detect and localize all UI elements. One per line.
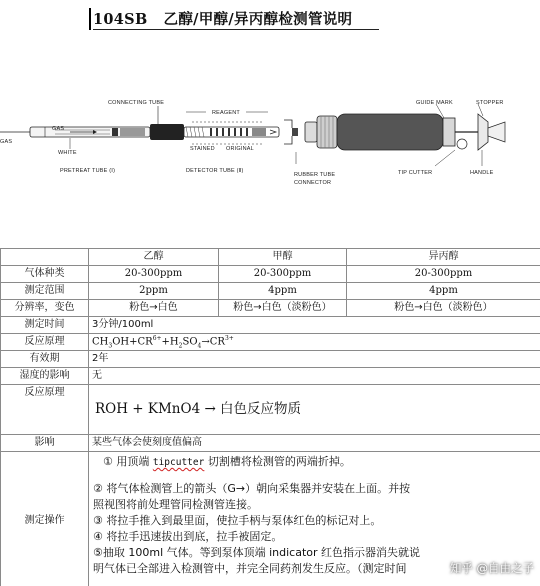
watermark: 知乎 @自由之子: [449, 561, 534, 575]
row-label-principle: 反应原理: [1, 334, 89, 351]
table-header-row: [1, 249, 540, 266]
cell-isopropanol-range: 20-300ppm: [347, 266, 540, 283]
table-row: [1, 300, 540, 317]
label-pretreat-tube: PRETREAT TUBE (Ⅰ): [60, 168, 116, 174]
label-detector-tube: DETECTOR TUBE (Ⅱ): [186, 168, 244, 174]
op-step-5: ⑤抽取 100ml 气体。等到泵体顶端 indicator 红色指示器消失就说: [93, 546, 421, 559]
label-connecting-tube: CONNECTING TUBE: [108, 100, 165, 106]
table-row: [1, 266, 540, 283]
title-text: 乙醇/甲醇/异丙醇检测管说明: [163, 11, 353, 28]
label-tip-cutter: TIP CUTTER: [398, 170, 433, 176]
row-label-effect: 影响: [1, 435, 89, 452]
gas-pump: [305, 104, 505, 166]
op-step-5-cont: 明气体已全部进入检测管中，并完全同药剂发生反应。（测定时间: [93, 562, 407, 575]
op-step-1: ① 用顶端 tipcutter 切割槽将检测管的两端折掉。: [103, 455, 351, 468]
row-label-time: 测定时间: [1, 317, 89, 334]
cell-ethanol-color: 粉色→白色: [89, 300, 219, 317]
table-row: [1, 283, 540, 300]
header-methanol: 甲醇: [219, 249, 347, 266]
row-label-resolution: 分辨率，变色: [1, 300, 89, 317]
label-connector: CONNECTOR: [294, 180, 332, 186]
table-row: [1, 435, 540, 452]
cell-methanol-color: 粉色→白色（淡粉色）: [219, 300, 347, 317]
label-stained: STAINED: [190, 146, 215, 152]
row-label-operations: 测定操作: [1, 452, 89, 586]
row-label-gas-type: 气体种类: [1, 266, 89, 283]
cell-methanol-resolution: 4ppm: [219, 283, 347, 300]
spec-table: [0, 248, 540, 586]
cell-isopropanol-resolution: 4ppm: [347, 283, 540, 300]
cell-ethanol-resolution: 2ppm: [89, 283, 219, 300]
cell-time-value: 3分钟/100ml: [89, 317, 540, 334]
table-row: [1, 334, 540, 351]
page-title: [93, 8, 352, 29]
op-step-3: ③ 将拉手推入到最里面，使拉手柄与泵体红色的标记对上。: [93, 514, 382, 527]
cell-isopropanol-color: 粉色→白色（淡粉色）: [347, 300, 540, 317]
cell-ethanol-range: 20-300ppm: [89, 266, 219, 283]
op-step-2: ② 将气体检测管上的箭头（G→）朝向采集器并安装在上面。并按: [93, 482, 411, 495]
title-code: 104SB: [93, 11, 148, 28]
row-label-principle-2: 反应原理: [1, 385, 89, 435]
title-bar-mark: [89, 8, 91, 30]
cell-reaction-formula-2: ROH + KMnO4 → 白色反应物质: [89, 385, 540, 435]
table-row: [1, 385, 540, 435]
row-label-range: 测定范围: [1, 283, 89, 300]
cell-effect-value: 某些气体会使刻度值偏高: [89, 435, 540, 452]
title-underline: [93, 29, 379, 30]
header-ethanol: 乙醇: [89, 249, 219, 266]
label-guide-mark: GUIDE MARK: [416, 100, 453, 106]
header-isopropanol: 异丙醇: [347, 249, 540, 266]
row-label-humidity: 湿度的影响: [1, 368, 89, 385]
op-step-2-cont: 照视图将前处理管同检测管连接。: [93, 498, 258, 511]
pretreat-tube: [0, 127, 150, 137]
cell-reaction-formula: $CH_3OH+CR^{6+}+H_2SO_4\to CR^{3+}$: [89, 334, 540, 351]
label-reagent: REAGENT: [212, 110, 240, 116]
op-step-4: ④ 将拉手迅速拔出到底，拉手被固定。: [93, 530, 283, 543]
detector-tube: [184, 122, 279, 144]
table-row: [1, 368, 540, 385]
connecting-tube: [150, 106, 184, 140]
label-gas-arrow: GAS: [52, 126, 65, 132]
table-row: [1, 317, 540, 334]
cell-humidity-value: 无: [89, 368, 540, 385]
label-handle: HANDLE: [470, 170, 494, 176]
cell-methanol-range: 20-300ppm: [219, 266, 347, 283]
header-cell-empty: [1, 249, 89, 266]
label-original: ORIGINAL: [226, 146, 254, 152]
row-label-validity: 有效期: [1, 351, 89, 368]
cell-validity-value: 2年: [89, 351, 540, 368]
label-white: WHITE: [58, 150, 77, 156]
tube-diagram: [0, 92, 540, 192]
table-row: [1, 351, 540, 368]
label-stopper: STOPPER: [476, 100, 504, 106]
label-rubber-tube: RUBBER TUBE: [294, 172, 336, 178]
rubber-tube-connector: [284, 120, 298, 164]
label-gas-left: GAS: [0, 139, 13, 145]
